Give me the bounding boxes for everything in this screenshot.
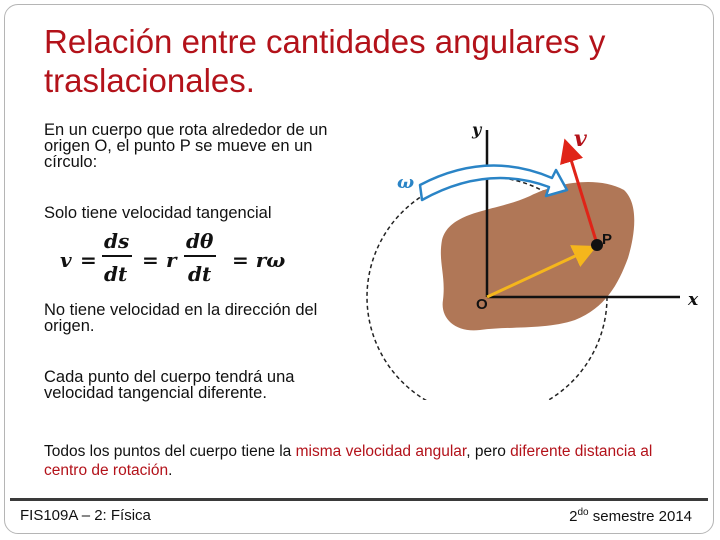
- tangential-text: Solo tiene velocidad tangencial: [44, 204, 272, 222]
- velocity-label: v: [574, 126, 587, 152]
- eq-r-omega: = rω: [232, 248, 286, 272]
- eq-v: v: [60, 248, 72, 272]
- semester-text: semestre 2014: [588, 508, 692, 525]
- eq-dt-2: dt: [188, 262, 212, 286]
- eq-ds: ds: [104, 229, 130, 253]
- y-axis-label: y: [472, 120, 482, 139]
- rigid-body-shape: [441, 182, 634, 330]
- conclusion-part3: .: [168, 462, 173, 479]
- eq-equals-1: =: [80, 248, 97, 272]
- conclusion-part2: , pero: [466, 443, 511, 460]
- conclusion-part1: Todos los puntos del cuerpo tiene la: [44, 443, 296, 460]
- eq-dtheta: dθ: [186, 229, 214, 253]
- slide-title: Relación entre cantidades angulares y traslacionales.: [44, 23, 606, 99]
- rotation-diagram: [350, 110, 720, 400]
- point-p-label: P: [602, 231, 613, 248]
- each-point-text: Cada punto del cuerpo tendrá una velocidad tangencial diferente.: [44, 368, 295, 402]
- footer-semester: [569, 507, 692, 525]
- footer-divider: [10, 498, 708, 501]
- omega-label: ω: [397, 172, 415, 193]
- footer-course: FIS109A – 2: Física: [20, 507, 151, 524]
- no-direction-text: No tiene velocidad en la dirección del origen.: [44, 301, 318, 335]
- eq-dt-1: dt: [104, 262, 128, 286]
- x-axis-label: x: [688, 290, 699, 310]
- intro-text: En un cuerpo que rota alrededor de un origen O, el punto P se mueve en un círculo:: [44, 121, 328, 171]
- conclusion-text: [44, 442, 684, 480]
- semester-number: 2: [569, 508, 578, 525]
- conclusion-highlight-distance: diferente distancia al centro de rotación: [44, 443, 653, 479]
- eq-r: r: [166, 248, 177, 272]
- conclusion-highlight-angular: misma velocidad angular: [295, 443, 467, 460]
- eq-equals-2: =: [142, 248, 159, 272]
- velocity-equation: [56, 227, 306, 291]
- origin-label: O: [476, 296, 488, 313]
- semester-ordinal: do: [577, 507, 589, 518]
